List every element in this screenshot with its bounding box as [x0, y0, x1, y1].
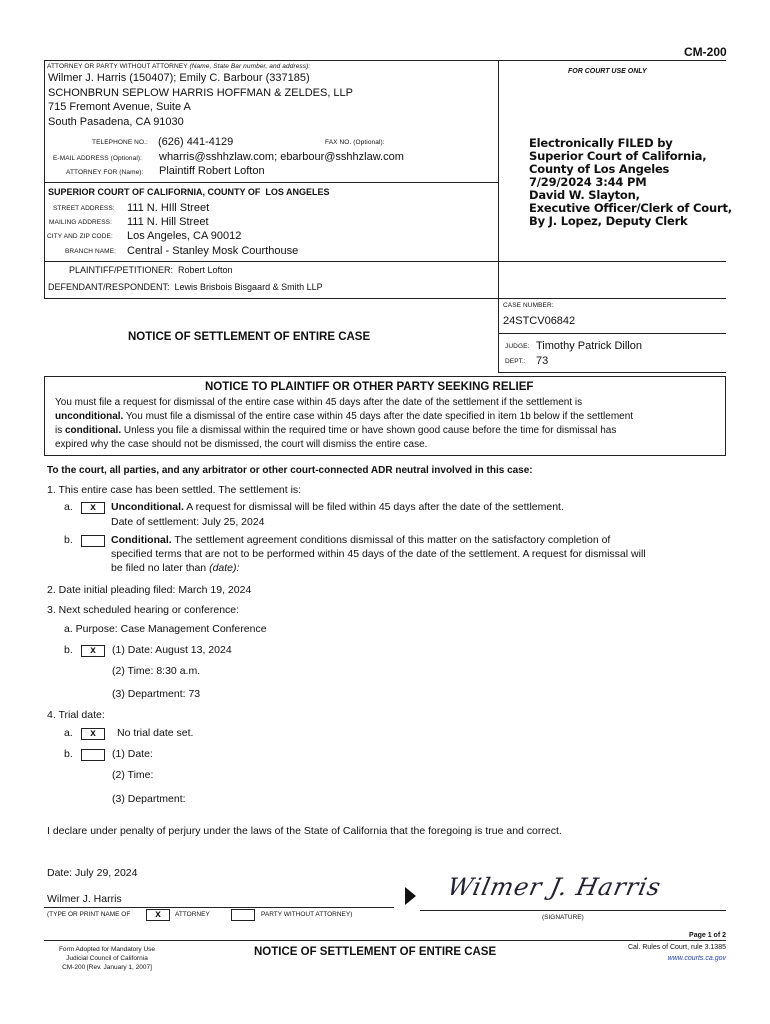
stamp-line: Electronically FILED by [529, 136, 673, 150]
defendant-label: DEFENDANT/RESPONDENT: [48, 282, 170, 292]
item-4a-text: No trial date set. [117, 727, 194, 739]
case-title: NOTICE OF SETTLEMENT OF ENTIRE CASE [128, 331, 371, 343]
item-3b-checkbox[interactable]: x [81, 645, 105, 657]
footer-rule [44, 940, 726, 941]
item-3b-department: (3) Department: 73 [112, 688, 201, 700]
court-title: SUPERIOR COURT OF CALIFORNIA, COUNTY OF LOS ANGELES [48, 187, 330, 197]
judge-value: Timothy Patrick Dillon [536, 340, 642, 352]
plaintiff-value: Robert Lofton [178, 265, 233, 275]
notice-line: You must file a request for dismissal of the entire case within 45 days after the date of the settlement if the settlement is [55, 397, 583, 408]
signature-date: Date: July 29, 2024 [47, 867, 138, 879]
courts-website-link[interactable]: www.courts.ca.gov [667, 955, 726, 962]
stamp-line: 7/29/2024 3:44 PM [529, 175, 647, 189]
item-1a-checkbox[interactable]: x [81, 502, 105, 514]
to-line: To the court, all parties, and any arbitrator or other court-connected ADR neutral involved in this case: [47, 465, 533, 476]
item-1b-line3: be filed no later than (date): [111, 562, 240, 574]
dept-label: DEPT.: [505, 358, 526, 365]
attorney-line: Wilmer J. Harris (150407); Emily C. Barbour (337185) [48, 72, 310, 84]
attorney-checkbox-label: ATTORNEY [175, 911, 210, 918]
item-4: 4. Trial date: [47, 709, 105, 721]
court-top-rule [44, 182, 498, 183]
item-4b-date: (1) Date: [112, 748, 153, 760]
item-4b-checkbox[interactable] [81, 749, 105, 761]
item-1b-checkbox[interactable] [81, 535, 105, 547]
page-number: Page 1 of 2 [689, 932, 726, 939]
item-4a-checkbox[interactable]: x [81, 728, 105, 740]
case-bottom-rule [498, 372, 726, 373]
name-rule [44, 907, 394, 908]
item-3: 3. Next scheduled hearing or conference: [47, 604, 240, 616]
stamp-line: David W. Slayton, [529, 188, 640, 202]
notice-line: unconditional. You must file a dismissal of the entire case within 45 days after the date specified in item 1b below if the settlement [55, 411, 634, 422]
rule-citation: Cal. Rules of Court, rule 3.1385 [627, 944, 726, 951]
city-label: CITY AND ZIP CODE: [47, 233, 113, 240]
item-4b-letter: b. [64, 748, 73, 760]
plaintiff-label: PLAINTIFF/PETITIONER: [69, 265, 174, 275]
email-value: wharris@sshhzlaw.com; ebarbour@sshhzlaw.com [159, 151, 404, 163]
item-2: 2. Date initial pleading filed: March 19, 2024 [47, 584, 252, 596]
item-1a-date: Date of settlement: July 25, 2024 [111, 516, 265, 528]
item-4b-time: (2) Time: [112, 769, 154, 781]
header-left-edge [44, 60, 45, 298]
stamp-line: Superior Court of California, [529, 149, 707, 163]
parties-top-rule [44, 261, 726, 262]
fax-label: FAX NO. (Optional): [325, 139, 385, 146]
item-1b-line2: specified terms that are not to be performed within 45 days of the date of the settlement. A request for dismissal will [111, 548, 646, 560]
item-1b-letter: b. [64, 534, 73, 546]
item-3b-letter: b. [64, 644, 73, 656]
attorney-line: SCHONBRUN SEPLOW HARRIS HOFFMAN & ZELDES, LLP [48, 86, 353, 99]
item-3b-date: (1) Date: August 13, 2024 [112, 644, 232, 656]
notice-line: expired why the case should not be dismissed, the court will dismiss the entire case. [55, 439, 428, 450]
street-label: STREET ADDRESS: [53, 205, 115, 212]
notice-line: is conditional. Unless you file a dismissal within the required time or have shown good cause before the time for dismissal has [55, 425, 617, 436]
email-label: E-MAIL ADDRESS (Optional): [53, 155, 143, 162]
defendant-row [48, 282, 323, 292]
street-value: 111 N. HIll Street [127, 202, 210, 214]
attorney-for-label: ATTORNEY FOR (Name): [66, 169, 144, 176]
item-4a-letter: a. [64, 727, 73, 739]
item-1a-letter: a. [64, 501, 73, 513]
attorney-label: ATTORNEY OR PARTY WITHOUT ATTORNEY (Name, State Bar number, and address): [47, 63, 311, 70]
case-number-label: CASE NUMBER: [503, 302, 554, 309]
item-1: 1. This entire case has been settled. The settlement is: [47, 484, 302, 496]
plaintiff-row [69, 265, 233, 275]
stamp-line: County of Los Angeles [529, 162, 670, 176]
header-divider [498, 60, 499, 372]
item-1b-text: Conditional. The settlement agreement conditions dismissal of this matter on the satisfactory completion of [111, 534, 611, 546]
signature-arrow-icon [405, 887, 416, 905]
dept-value: 73 [536, 355, 549, 367]
signer-name: Wilmer J. Harris [47, 893, 122, 905]
stamp-line: Executive Officer/Clerk of Court, [529, 201, 732, 215]
attorney-for-value: Plaintiff Robert Lofton [159, 165, 265, 177]
notice-text [55, 396, 633, 452]
branch-value: Central - Stanley Mosk Courthouse [127, 245, 299, 257]
attorney-line: South Pasadena, CA 91030 [48, 115, 184, 128]
mailing-value: 111 N. Hill Street [127, 216, 209, 228]
signature-rule [420, 910, 726, 911]
top-rule [44, 60, 726, 61]
attorney-checkbox[interactable]: x [146, 909, 170, 921]
party-checkbox-label: PARTY WITHOUT ATTORNEY) [261, 911, 353, 918]
item-4b-department: (3) Department: [112, 793, 186, 805]
telephone-label: TELEPHONE NO.: [92, 139, 148, 146]
item-3a: a. Purpose: Case Management Conference [64, 623, 267, 635]
court-use-label: FOR COURT USE ONLY [568, 68, 647, 75]
notice-title: NOTICE TO PLAINTIFF OR OTHER PARTY SEEKING RELIEF [205, 381, 534, 393]
mailing-label: MAILING ADDRESS: [49, 219, 113, 226]
attorney-line: 715 Fremont Avenue, Suite A [48, 101, 191, 113]
footer-title: NOTICE OF SETTLEMENT OF ENTIRE CASE [254, 946, 497, 958]
type-print-label: (TYPE OR PRINT NAME OF [47, 911, 131, 918]
signature-label: (SIGNATURE) [542, 914, 584, 921]
item-3b-time: (2) Time: 8:30 a.m. [112, 665, 201, 677]
defendant-value: Lewis Brisbois Bisgaard & Smith LLP [174, 282, 323, 292]
city-value: Los Angeles, CA 90012 [127, 230, 242, 242]
item-1a-text: Unconditional. A request for dismissal will be filed within 45 days after the date of the settlement. [111, 501, 564, 513]
party-checkbox[interactable] [231, 909, 255, 921]
branch-label: BRANCH NAME: [65, 248, 117, 255]
form-id: CM-200 [684, 45, 727, 59]
judge-label: JUDGE: [505, 343, 530, 350]
attorney-block [48, 71, 353, 129]
parties-bottom-rule [44, 298, 726, 299]
declaration: I declare under penalty of perjury under the laws of the State of California that the foregoing is true and correct. [47, 825, 562, 837]
telephone-value: (626) 441-4129 [158, 136, 234, 148]
filing-stamp [529, 137, 732, 228]
footer-adopted: Form Adopted for Mandatory Use Judicial Council of California CM-200 [Rev. January 1, 2007] [58, 946, 156, 971]
case-number-value: 24STCV06842 [503, 315, 576, 327]
case-number-rule [498, 333, 726, 334]
signature-image: Wilmer J. Harris [445, 873, 664, 901]
stamp-line: By J. Lopez, Deputy Clerk [529, 214, 688, 228]
